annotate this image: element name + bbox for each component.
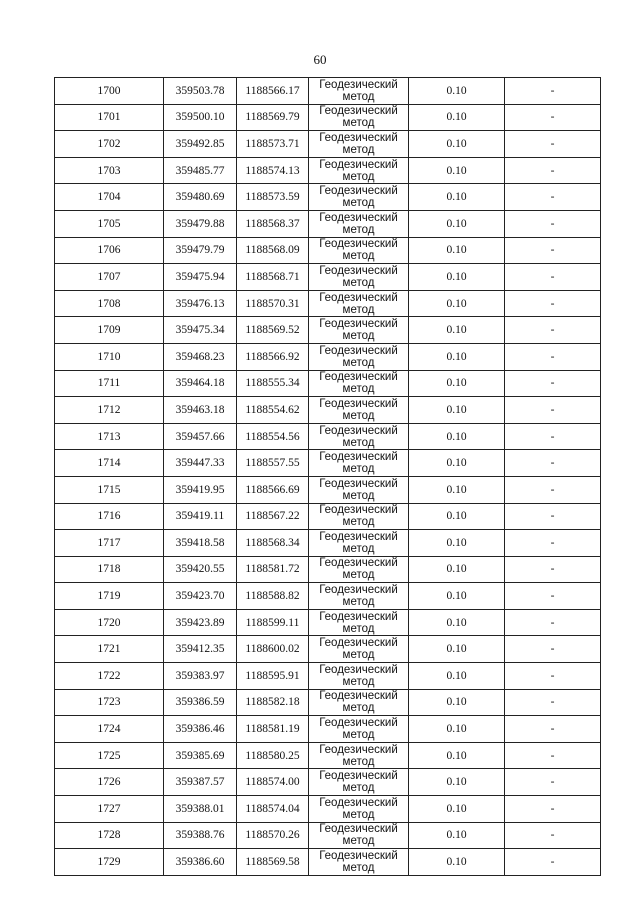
x-coordinate-cell: 359480.69 xyxy=(164,184,237,211)
y-coordinate-cell: 1188595.91 xyxy=(237,663,309,690)
method-cell: Геодезический метод xyxy=(309,822,409,849)
x-coordinate-cell: 359463.18 xyxy=(164,397,237,424)
method-cell: Геодезический метод xyxy=(309,769,409,796)
x-coordinate-cell: 359420.55 xyxy=(164,556,237,583)
point-number-cell: 1707 xyxy=(55,264,164,291)
page-number: 60 xyxy=(313,52,327,67)
table-row xyxy=(55,769,601,796)
precision-cell: 0.10 xyxy=(409,157,505,184)
note-cell: - xyxy=(505,609,601,636)
table-row xyxy=(55,264,601,291)
coordinates-table xyxy=(54,77,601,876)
x-coordinate-cell: 359479.79 xyxy=(164,237,237,264)
table-row xyxy=(55,343,601,370)
note-cell: - xyxy=(505,290,601,317)
point-number-cell: 1704 xyxy=(55,184,164,211)
precision-cell: 0.10 xyxy=(409,503,505,530)
x-coordinate-cell: 359475.94 xyxy=(164,264,237,291)
point-number-cell: 1718 xyxy=(55,556,164,583)
y-coordinate-cell: 1188555.34 xyxy=(237,370,309,397)
table-row xyxy=(55,742,601,769)
table-row xyxy=(55,822,601,849)
y-coordinate-cell: 1188554.62 xyxy=(237,397,309,424)
method-cell: Геодезический метод xyxy=(309,636,409,663)
table-row xyxy=(55,423,601,450)
x-coordinate-cell: 359447.33 xyxy=(164,450,237,477)
table-row xyxy=(55,317,601,344)
note-cell: - xyxy=(505,450,601,477)
note-cell: - xyxy=(505,583,601,610)
note-cell: - xyxy=(505,397,601,424)
precision-cell: 0.10 xyxy=(409,290,505,317)
point-number-cell: 1727 xyxy=(55,796,164,823)
x-coordinate-cell: 359479.88 xyxy=(164,210,237,237)
table-row xyxy=(55,370,601,397)
note-cell: - xyxy=(505,822,601,849)
method-cell: Геодезический метод xyxy=(309,104,409,131)
x-coordinate-cell: 359386.59 xyxy=(164,689,237,716)
y-coordinate-cell: 1188566.69 xyxy=(237,476,309,503)
method-cell: Геодезический метод xyxy=(309,343,409,370)
x-coordinate-cell: 359386.60 xyxy=(164,849,237,876)
precision-cell: 0.10 xyxy=(409,210,505,237)
method-cell: Геодезический метод xyxy=(309,689,409,716)
x-coordinate-cell: 359485.77 xyxy=(164,157,237,184)
table-row xyxy=(55,530,601,557)
y-coordinate-cell: 1188554.56 xyxy=(237,423,309,450)
precision-cell: 0.10 xyxy=(409,556,505,583)
method-cell: Геодезический метод xyxy=(309,716,409,743)
method-cell: Геодезический метод xyxy=(309,78,409,105)
table-row xyxy=(55,583,601,610)
method-cell: Геодезический метод xyxy=(309,796,409,823)
point-number-cell: 1726 xyxy=(55,769,164,796)
precision-cell: 0.10 xyxy=(409,237,505,264)
table-row xyxy=(55,796,601,823)
x-coordinate-cell: 359419.11 xyxy=(164,503,237,530)
precision-cell: 0.10 xyxy=(409,796,505,823)
precision-cell: 0.10 xyxy=(409,716,505,743)
point-number-cell: 1702 xyxy=(55,131,164,158)
y-coordinate-cell: 1188568.37 xyxy=(237,210,309,237)
method-cell: Геодезический метод xyxy=(309,237,409,264)
x-coordinate-cell: 359503.78 xyxy=(164,78,237,105)
y-coordinate-cell: 1188557.55 xyxy=(237,450,309,477)
table-row xyxy=(55,290,601,317)
x-coordinate-cell: 359386.46 xyxy=(164,716,237,743)
table-row xyxy=(55,716,601,743)
note-cell: - xyxy=(505,503,601,530)
coordinates-table-body xyxy=(55,78,601,876)
y-coordinate-cell: 1188600.02 xyxy=(237,636,309,663)
x-coordinate-cell: 359388.76 xyxy=(164,822,237,849)
y-coordinate-cell: 1188573.71 xyxy=(237,131,309,158)
table-row xyxy=(55,184,601,211)
x-coordinate-cell: 359476.13 xyxy=(164,290,237,317)
y-coordinate-cell: 1188568.34 xyxy=(237,530,309,557)
method-cell: Геодезический метод xyxy=(309,556,409,583)
precision-cell: 0.10 xyxy=(409,636,505,663)
precision-cell: 0.10 xyxy=(409,583,505,610)
point-number-cell: 1723 xyxy=(55,689,164,716)
y-coordinate-cell: 1188580.25 xyxy=(237,742,309,769)
point-number-cell: 1719 xyxy=(55,583,164,610)
precision-cell: 0.10 xyxy=(409,769,505,796)
table-row xyxy=(55,104,601,131)
y-coordinate-cell: 1188574.13 xyxy=(237,157,309,184)
note-cell: - xyxy=(505,78,601,105)
x-coordinate-cell: 359418.58 xyxy=(164,530,237,557)
y-coordinate-cell: 1188570.26 xyxy=(237,822,309,849)
point-number-cell: 1703 xyxy=(55,157,164,184)
point-number-cell: 1724 xyxy=(55,716,164,743)
point-number-cell: 1725 xyxy=(55,742,164,769)
x-coordinate-cell: 359423.89 xyxy=(164,609,237,636)
note-cell: - xyxy=(505,636,601,663)
method-cell: Геодезический метод xyxy=(309,184,409,211)
point-number-cell: 1710 xyxy=(55,343,164,370)
table-row xyxy=(55,636,601,663)
y-coordinate-cell: 1188581.72 xyxy=(237,556,309,583)
method-cell: Геодезический метод xyxy=(309,157,409,184)
point-number-cell: 1715 xyxy=(55,476,164,503)
precision-cell: 0.10 xyxy=(409,663,505,690)
method-cell: Геодезический метод xyxy=(309,450,409,477)
precision-cell: 0.10 xyxy=(409,450,505,477)
point-number-cell: 1721 xyxy=(55,636,164,663)
precision-cell: 0.10 xyxy=(409,609,505,636)
note-cell: - xyxy=(505,157,601,184)
y-coordinate-cell: 1188573.59 xyxy=(237,184,309,211)
x-coordinate-cell: 359475.34 xyxy=(164,317,237,344)
table-row xyxy=(55,450,601,477)
method-cell: Геодезический метод xyxy=(309,530,409,557)
precision-cell: 0.10 xyxy=(409,131,505,158)
precision-cell: 0.10 xyxy=(409,78,505,105)
point-number-cell: 1729 xyxy=(55,849,164,876)
precision-cell: 0.10 xyxy=(409,317,505,344)
y-coordinate-cell: 1188574.04 xyxy=(237,796,309,823)
y-coordinate-cell: 1188567.22 xyxy=(237,503,309,530)
note-cell: - xyxy=(505,556,601,583)
note-cell: - xyxy=(505,476,601,503)
table-row xyxy=(55,849,601,876)
point-number-cell: 1713 xyxy=(55,423,164,450)
y-coordinate-cell: 1188581.19 xyxy=(237,716,309,743)
x-coordinate-cell: 359419.95 xyxy=(164,476,237,503)
x-coordinate-cell: 359457.66 xyxy=(164,423,237,450)
point-number-cell: 1700 xyxy=(55,78,164,105)
point-number-cell: 1711 xyxy=(55,370,164,397)
y-coordinate-cell: 1188569.52 xyxy=(237,317,309,344)
note-cell: - xyxy=(505,769,601,796)
method-cell: Геодезический метод xyxy=(309,290,409,317)
point-number-cell: 1706 xyxy=(55,237,164,264)
note-cell: - xyxy=(505,796,601,823)
y-coordinate-cell: 1188599.11 xyxy=(237,609,309,636)
note-cell: - xyxy=(505,689,601,716)
note-cell: - xyxy=(505,104,601,131)
table-row xyxy=(55,556,601,583)
table-row xyxy=(55,237,601,264)
table-row xyxy=(55,476,601,503)
precision-cell: 0.10 xyxy=(409,184,505,211)
precision-cell: 0.10 xyxy=(409,849,505,876)
precision-cell: 0.10 xyxy=(409,742,505,769)
precision-cell: 0.10 xyxy=(409,689,505,716)
point-number-cell: 1709 xyxy=(55,317,164,344)
y-coordinate-cell: 1188569.58 xyxy=(237,849,309,876)
precision-cell: 0.10 xyxy=(409,530,505,557)
point-number-cell: 1701 xyxy=(55,104,164,131)
table-row xyxy=(55,663,601,690)
table-row xyxy=(55,131,601,158)
note-cell: - xyxy=(505,343,601,370)
note-cell: - xyxy=(505,849,601,876)
method-cell: Геодезический метод xyxy=(309,503,409,530)
table-row xyxy=(55,503,601,530)
y-coordinate-cell: 1188566.17 xyxy=(237,78,309,105)
precision-cell: 0.10 xyxy=(409,343,505,370)
y-coordinate-cell: 1188568.09 xyxy=(237,237,309,264)
point-number-cell: 1714 xyxy=(55,450,164,477)
note-cell: - xyxy=(505,530,601,557)
point-number-cell: 1720 xyxy=(55,609,164,636)
point-number-cell: 1728 xyxy=(55,822,164,849)
table-row xyxy=(55,78,601,105)
point-number-cell: 1717 xyxy=(55,530,164,557)
y-coordinate-cell: 1188570.31 xyxy=(237,290,309,317)
table-row xyxy=(55,397,601,424)
x-coordinate-cell: 359500.10 xyxy=(164,104,237,131)
method-cell: Геодезический метод xyxy=(309,423,409,450)
note-cell: - xyxy=(505,370,601,397)
precision-cell: 0.10 xyxy=(409,476,505,503)
x-coordinate-cell: 359385.69 xyxy=(164,742,237,769)
point-number-cell: 1716 xyxy=(55,503,164,530)
note-cell: - xyxy=(505,184,601,211)
note-cell: - xyxy=(505,237,601,264)
method-cell: Геодезический метод xyxy=(309,663,409,690)
method-cell: Геодезический метод xyxy=(309,609,409,636)
method-cell: Геодезический метод xyxy=(309,210,409,237)
point-number-cell: 1722 xyxy=(55,663,164,690)
x-coordinate-cell: 359387.57 xyxy=(164,769,237,796)
note-cell: - xyxy=(505,131,601,158)
method-cell: Геодезический метод xyxy=(309,131,409,158)
note-cell: - xyxy=(505,210,601,237)
note-cell: - xyxy=(505,264,601,291)
y-coordinate-cell: 1188568.71 xyxy=(237,264,309,291)
note-cell: - xyxy=(505,317,601,344)
method-cell: Геодезический метод xyxy=(309,370,409,397)
point-number-cell: 1712 xyxy=(55,397,164,424)
method-cell: Геодезический метод xyxy=(309,317,409,344)
point-number-cell: 1705 xyxy=(55,210,164,237)
note-cell: - xyxy=(505,663,601,690)
method-cell: Геодезический метод xyxy=(309,397,409,424)
table-row xyxy=(55,157,601,184)
y-coordinate-cell: 1188582.18 xyxy=(237,689,309,716)
y-coordinate-cell: 1188569.79 xyxy=(237,104,309,131)
note-cell: - xyxy=(505,716,601,743)
y-coordinate-cell: 1188588.82 xyxy=(237,583,309,610)
method-cell: Геодезический метод xyxy=(309,476,409,503)
x-coordinate-cell: 359468.23 xyxy=(164,343,237,370)
x-coordinate-cell: 359412.35 xyxy=(164,636,237,663)
note-cell: - xyxy=(505,423,601,450)
y-coordinate-cell: 1188566.92 xyxy=(237,343,309,370)
method-cell: Геодезический метод xyxy=(309,583,409,610)
precision-cell: 0.10 xyxy=(409,264,505,291)
precision-cell: 0.10 xyxy=(409,822,505,849)
x-coordinate-cell: 359388.01 xyxy=(164,796,237,823)
method-cell: Геодезический метод xyxy=(309,264,409,291)
table-row xyxy=(55,609,601,636)
y-coordinate-cell: 1188574.00 xyxy=(237,769,309,796)
precision-cell: 0.10 xyxy=(409,104,505,131)
table-row xyxy=(55,210,601,237)
x-coordinate-cell: 359383.97 xyxy=(164,663,237,690)
method-cell: Геодезический метод xyxy=(309,849,409,876)
x-coordinate-cell: 359423.70 xyxy=(164,583,237,610)
method-cell: Геодезический метод xyxy=(309,742,409,769)
x-coordinate-cell: 359464.18 xyxy=(164,370,237,397)
precision-cell: 0.10 xyxy=(409,397,505,424)
note-cell: - xyxy=(505,742,601,769)
x-coordinate-cell: 359492.85 xyxy=(164,131,237,158)
precision-cell: 0.10 xyxy=(409,370,505,397)
precision-cell: 0.10 xyxy=(409,423,505,450)
point-number-cell: 1708 xyxy=(55,290,164,317)
table-row xyxy=(55,689,601,716)
